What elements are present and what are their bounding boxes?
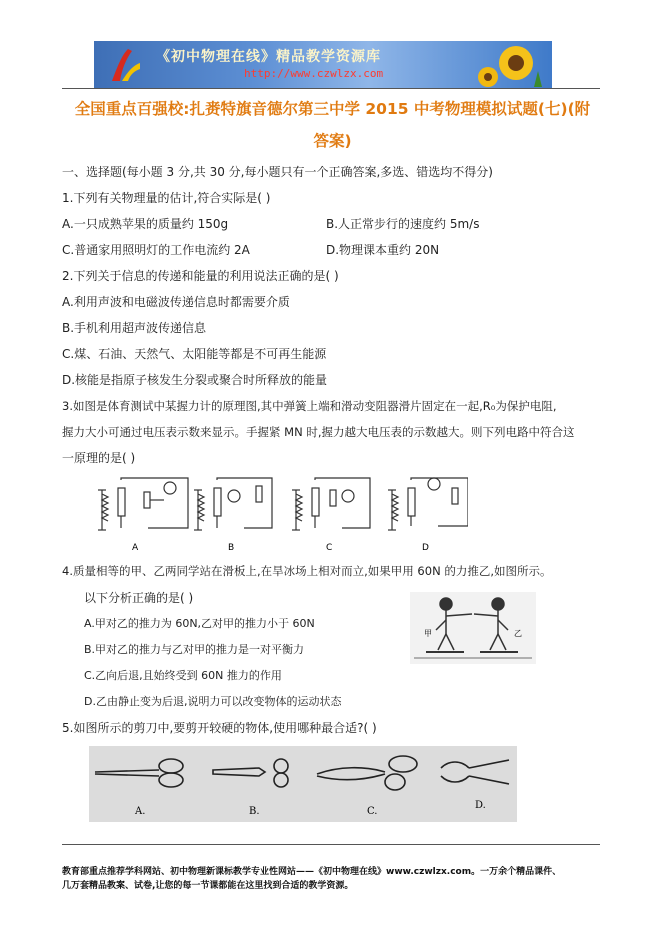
q4-stem2: 以下分析正确的是( ) — [84, 591, 194, 605]
q1-stem: 1.下列有关物理量的估计,符合实际是( ) — [62, 191, 271, 205]
q2-stem: 2.下列关于信息的传递和能量的利用说法正确的是( ) — [62, 269, 339, 283]
circuit-label-b: B — [228, 543, 235, 553]
circuit-d-diagram — [388, 478, 468, 530]
q4-skaters-figure — [410, 592, 536, 664]
page-title-line2: 答案) — [313, 132, 352, 150]
q1-option-b: B.人正常步行的速度约 5m/s — [326, 217, 480, 231]
q3-stem-line2: 握力大小可通过电压表示数来显示。手握紧 MN 时,握力越大电压表的示数越大。则下列电路中符合这 — [62, 425, 575, 439]
circuit-b-diagram — [194, 478, 272, 530]
q4-option-d: D.乙由静止变为后退,说明力可以改变物体的运动状态 — [84, 695, 342, 708]
banner-title: 《初中物理在线》精品教学资源库 — [156, 49, 381, 65]
q1-option-c: C.普通家用照明灯的工作电流约 2A — [62, 243, 250, 257]
scissors-label-c: C. — [367, 806, 378, 817]
q2-option-d: D.核能是指原子核发生分裂或聚合时所释放的能量 — [62, 373, 328, 387]
header-banner — [94, 41, 552, 88]
q4-option-b: B.甲对乙的推力与乙对甲的推力是一对平衡力 — [84, 643, 305, 656]
q3-stem-line3: 一原理的是( ) — [62, 451, 136, 465]
circuit-label-a: A — [132, 543, 139, 553]
skater-label-jia: 甲 — [424, 629, 432, 638]
circuit-label-c: C — [326, 543, 333, 553]
q1-option-a: A.一只成熟苹果的质量约 150g — [62, 217, 229, 231]
scissors-label-d: D. — [475, 800, 486, 811]
q4-option-a: A.甲对乙的推力为 60N,乙对甲的推力小于 60N — [84, 617, 315, 630]
page-title-line1: 全国重点百强校:扎赉特旗音德尔第三中学 2015 中考物理模拟试题(七)(附 — [74, 100, 591, 118]
scissors-label-a: A. — [135, 806, 146, 817]
scissors-label-b: B. — [249, 806, 260, 817]
q1-option-d: D.物理课本重约 20N — [326, 243, 440, 257]
q5-scissors-figure — [89, 746, 517, 822]
footer-line1: 教育部重点推荐学科网站、初中物理新课标教学专业性网站——《初中物理在线》www.czwlzx.com。一万余个精品课件、 — [62, 867, 562, 877]
q3-stem-line1: 3.如图是体育测试中某握力计的原理图,其中弹簧上端和滑动变阻器滑片固定在一起,R₀为保护电阻, — [62, 399, 557, 413]
q3-circuit-figures — [88, 470, 468, 554]
site-logo-icon — [108, 47, 142, 83]
circuit-label-d: D — [422, 543, 429, 553]
sunflower-icon — [476, 43, 546, 87]
skater-label-yi: 乙 — [514, 629, 522, 638]
q2-option-c: C.煤、石油、天然气、太阳能等都是不可再生能源 — [62, 347, 327, 361]
q5-stem: 5.如图所示的剪刀中,要剪开较硬的物体,使用哪种最合适?( ) — [62, 721, 377, 735]
q2-option-b: B.手机利用超声波传递信息 — [62, 321, 207, 335]
banner-url: http://www.czwlzx.com — [244, 67, 384, 80]
footer-rule — [62, 844, 600, 845]
header-rule — [62, 88, 600, 89]
section-heading: 一、选择题(每小题 3 分,共 30 分,每小题只有一个正确答案,多选、错选均不得分) — [62, 165, 493, 179]
q4-option-c: C.乙向后退,且始终受到 60N 推力的作用 — [84, 669, 282, 682]
circuit-c-diagram — [292, 478, 370, 530]
q2-option-a: A.利用声波和电磁波传递信息时都需要介质 — [62, 295, 290, 309]
q4-stem: 4.质量相等的甲、乙两同学站在滑板上,在旱冰场上相对而立,如果甲用 60N 的力推乙,如图所示。 — [62, 564, 552, 578]
circuit-a-diagram — [98, 478, 188, 530]
footer-line2: 几万套精品教案、试卷,让您的每一节课都能在这里找到合适的教学资源。 — [62, 881, 354, 891]
